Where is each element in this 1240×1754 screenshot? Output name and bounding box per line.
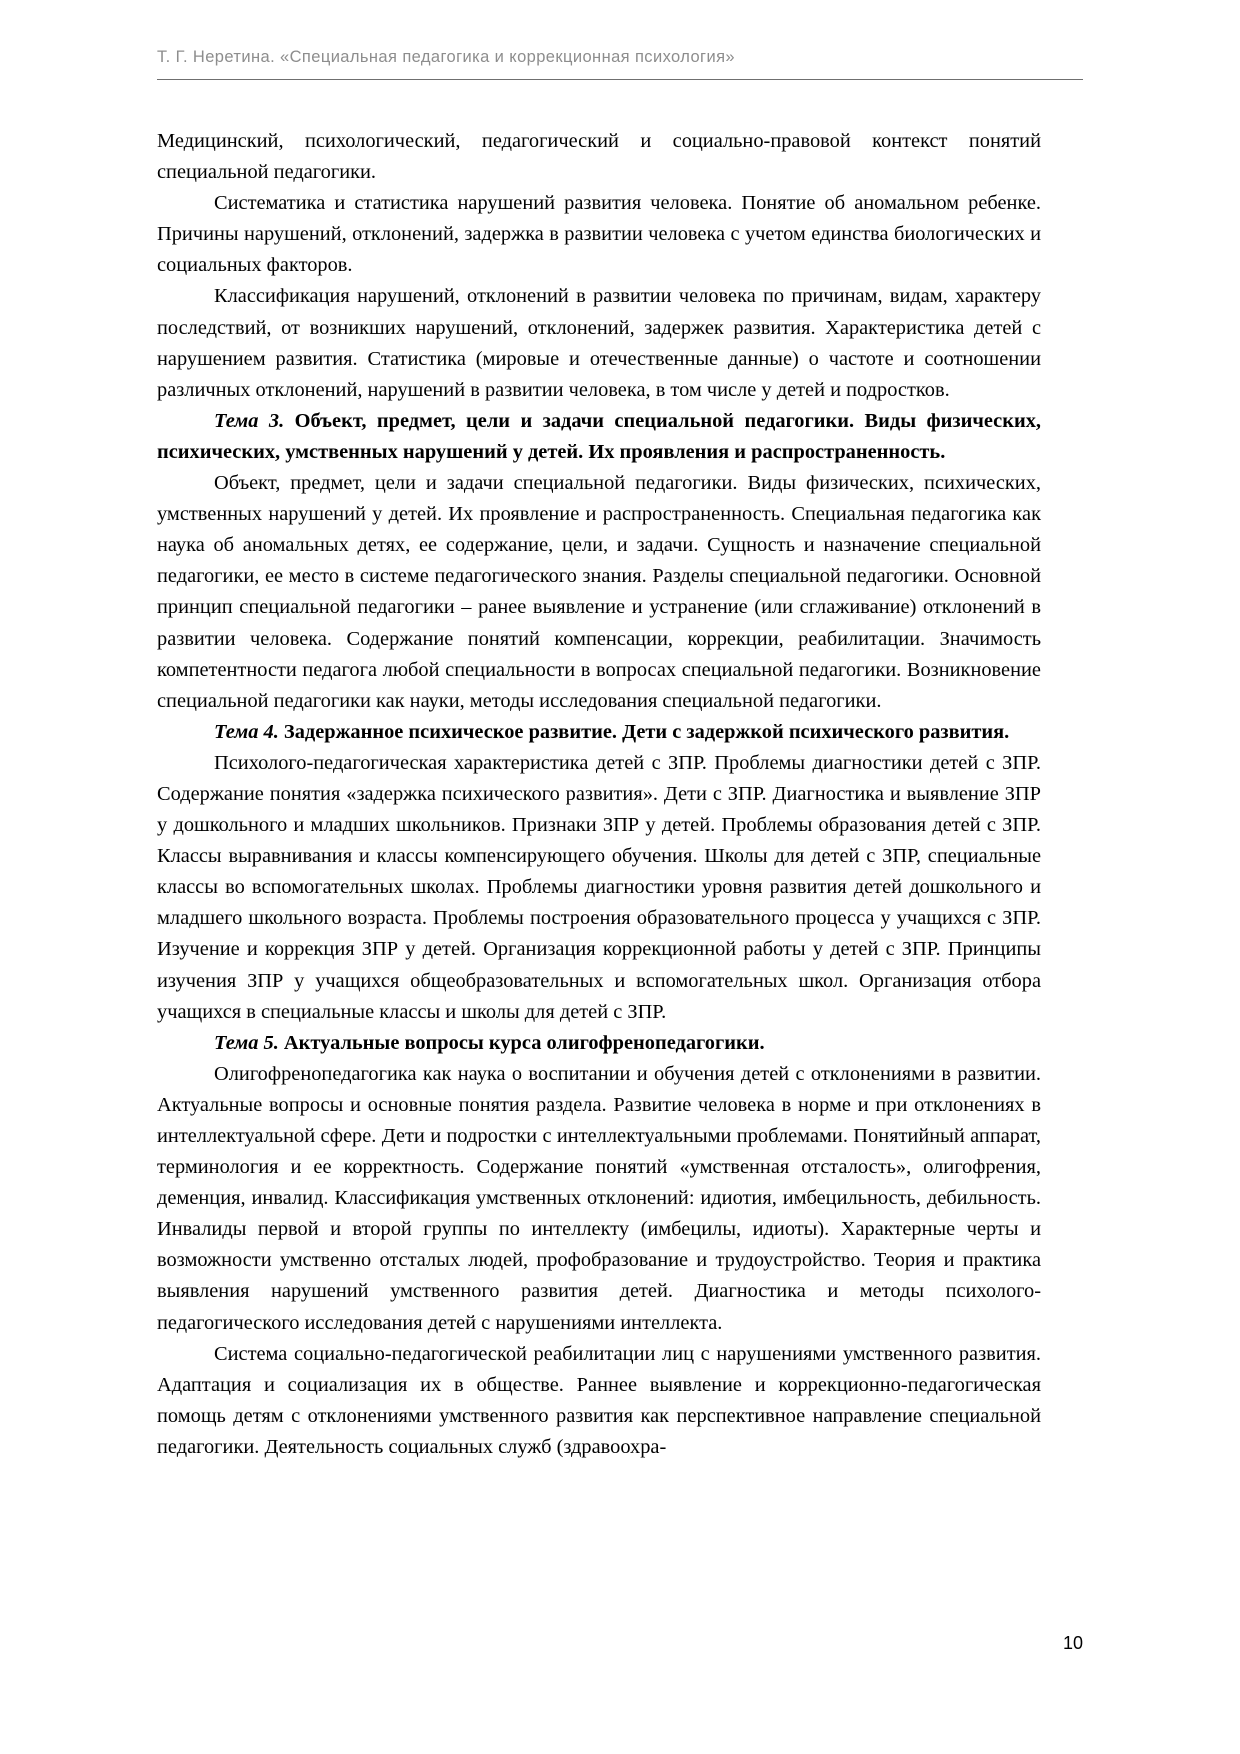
topic-label: Тема 3. [214, 409, 285, 432]
page-number: 10 [1062, 1633, 1083, 1653]
header-divider-rule [157, 79, 1083, 80]
page-body-text [157, 126, 1041, 1463]
topic-title: Задержанное психическое развитие. Дети с задержкой психического развития. [278, 720, 1010, 743]
para-classification: Классификация нарушений, отклонений в развитии человека по причинам, видам, характеру последствий, от возникших нарушений, отклонений, задержек развития. Характеристика детей с нарушением развития. Статистика (мировые и отечественные данные) о частоте и соотношении различных отклонений, нарушений в развитии человека, в том числе у детей и подростков. [157, 285, 1041, 401]
para-tema-3-body: Объект, предмет, цели и задачи специальной педагогики. Виды физических, психических, умственных нарушений у детей. Их проявление и распространенность. Специальная педагогика как наука об аномальных детях, ее содержание, цели, и задачи. Сущность и назначение специальной педагогики, ее место в системе педагогического знания. Разделы специальной педагогики. Основной принцип специальной педагогики – ранее выявление и устранение (или сглаживание) отклонений в развитии человека. Содержание понятий компенсации, коррекции, реабилитации. Значимость компетентности педагога любой специальности в вопросах специальной педагогики. Возникновение специальной педагогики как науки, методы исследования специальной педагогики. [157, 472, 1041, 712]
heading-tema-5 [157, 1028, 1041, 1059]
heading-tema-3 [157, 406, 1041, 468]
para-tema-5-body: Олигофренопедагогика как наука о воспитании и обучения детей с отклонениями в развитии. Актуальные вопросы и основные понятия раздела. Развитие человека в норме и при отклонениях в интеллектуальной сфере. Дети и подростки с интеллектуальными проблемами. Понятийный аппарат, терминология и ее корректность. Содержание понятий «умственная отсталость», олигофрения, деменция, инвалид. Классификация умственных отклонений: идиотия, имбецильность, дебильность. Инвалиды первой и второй группы по интеллекту (имбецилы, идиоты). Характерные черты и возможности умственно отсталых людей, профобразование и трудоустройство. Теория и практика выявления нарушений умственного развития детей. Диагностика и методы психолого-педагогического исследования детей с нарушениями интеллекта. [157, 1062, 1041, 1334]
heading-tema-4 [157, 717, 1041, 748]
topic-label: Тема 5. [214, 1031, 279, 1054]
topic-label: Тема 4. [214, 720, 279, 743]
para-rehabilitation: Система социально-педагогической реабилитации лиц с нарушениями умственного развития. Адаптация и социализация их в обществе. Раннее выявление и коррекционно-педагогическая помощь детям с отклонениями умственного развития как перспективное направление специальной педагогики. Деятельность социальных служб (здравоохра- [157, 1342, 1041, 1458]
para-systematics: Систематика и статистика нарушений развития человека. Понятие об аномальном ребенке. Причины нарушений, отклонений, задержка в развитии человека с учетом единства биологических и социальных факторов. [157, 192, 1041, 277]
para-tema-4-body: Психолого-педагогическая характеристика детей с ЗПР. Проблемы диагностики детей с ЗПР. Содержание понятия «задержка психического развития». Дети с ЗПР. Диагностика и выявление ЗПР у дошкольного и младших школьников. Признаки ЗПР у детей. Проблемы образования детей с ЗПР. Классы выравнивания и классы компенсирующего обучения. Школы для детей с ЗПР, специальные классы во вспомогательных школах. Проблемы диагностики уровня развития детей дошкольного и младшего школьного возраста. Проблемы построения образовательного процесса у учащихся с ЗПР. Изучение и коррекция ЗПР у детей. Организация коррекционной работы у детей с ЗПР. Принципы изучения ЗПР у учащихся общеобразовательных и вспомогательных школ. Организация отбора учащихся в специальные классы и школы для детей с ЗПР. [157, 751, 1041, 1023]
topic-title: Объект, предмет, цели и задачи специальной педагогики. Виды физических, психических, умственных нарушений у детей. Их проявления и распространенность. [157, 409, 1041, 463]
para-continued-context: Медицинский, психологический, педагогический и социально-правовой контекст понятий специальной педагогики. [157, 130, 1041, 184]
topic-title: Актуальные вопросы курса олигофренопедагогики. [278, 1031, 765, 1054]
running-head: Т. Г. Неретина. «Специальная педагогика и коррекционная психология» [157, 48, 735, 66]
